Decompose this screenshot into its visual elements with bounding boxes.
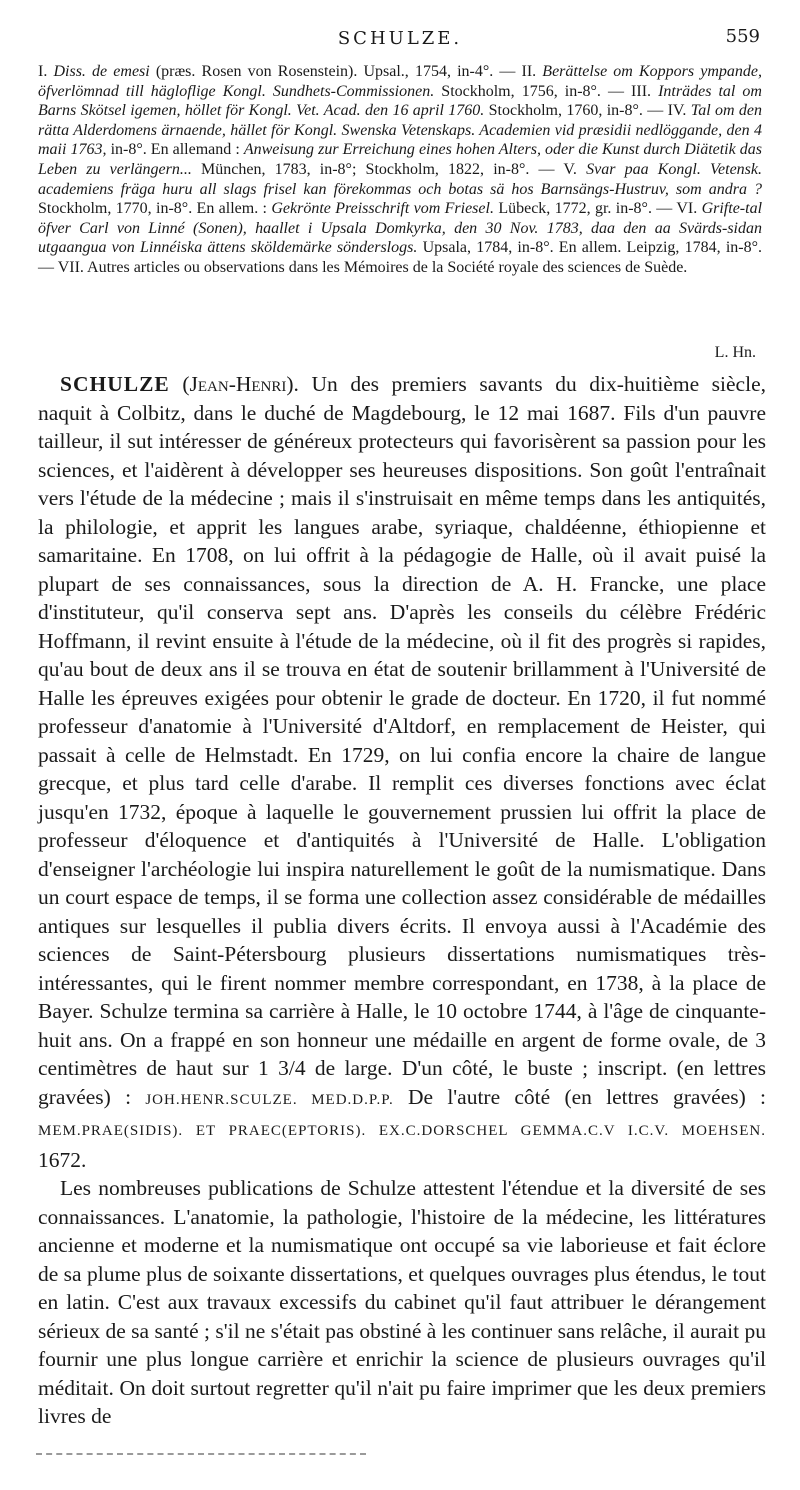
author-signature: L. Hn. bbox=[714, 344, 756, 361]
bib-title: Diss. de emesi bbox=[53, 63, 150, 80]
paragraph-text: Un des premiers savants du dix-huitième siècle, naquit à Colbitz, dans le duché de Magdebourg, le 12 mai 1687. Fils d'un pauvre tailleur, il sut intéresser de généreux protecteurs qui favorisèrent sa passion pour les sciences, et l'aidèrent à développer ses heureuses dispositions. Son goût l'entraînait vers l'étude de la médecine ; mais il s'instruisait en même temps dans les antiquités, la philologie, et apprit les langues arabe, syriaque, chaldéenne, éthiopienne et samaritaine. En 1708, on lui offrit à la pédagogie de Halle, où il avait puisé la plupart de ses connaissances, sous la direction de A. H. Francke, une place d'instituteur, qu'il conserva sept ans. D'après les conseils du célèbre Frédéric Hoffmann, il revint ensuite à l'étude de la médecine, où il fit des progrès si rapides, qu'au bout de deux ans il se trouva en état de soutenir brillamment à l'Université de Halle les épreuves exigées pour obtenir le grade de docteur. En 1720, il fut nommé professeur d'anatomie à l'Université d'Altdorf, en remplacement de Heister, qui passait à celle de Helmstadt. En 1729, on lui confia encore la chaire de langue grecque, et plus tard celle d'arabe. Il remplit ces diverses fonctions avec éclat jusqu'en 1732, époque à laquelle le gouvernement prussien lui offrit la place de professeur d'éloquence et d'antiquités à l'Université de Halle. L'obligation d'enseigner l'archéologie lui inspira naturellement le goût de la numismatique. Dans un court espace de temps, il se forma une collection assez considérable de médailles antiques sur lesquelles il publia divers écrits. Il envoya aussi à l'Académie des sciences de Saint-Pétersbourg plusieurs dissertations numismatiques très-intéressantes, qui le firent nommer membre correspondant, en 1738, à la place de Bayer. Schulze termina sa carrière à Halle, le 10 octobre 1744, à l'âge de cinquante-huit ans. On a frappé en son honneur une médaille en argent de forme ovale, de 3 centimètres de haut sur 1 3/4 de large. D'un côté, le buste ; inscript. (en lettres gravées) : bbox=[38, 372, 766, 1109]
bib-part: I. bbox=[38, 63, 54, 80]
medal-inscription: MEM.PRAE(SIDIS). ET PRAEC(EPTORIS). EX.C.DORSCHEL GEMMA.C.V I.C.V. MOEHSEN. bbox=[38, 1123, 766, 1139]
bib-title: Inträdes tal om Barns Skötsel igemen, höllet för Kongl. Vet. Acad. den 16 april 1760. bbox=[38, 82, 762, 120]
bibliography-block bbox=[38, 62, 762, 278]
bib-part: Upsala, 1784, in-8°. En allem. Leipzig, 1784, in-8°. — VII. Autres articles ou observations dans les Mémoires de la Société royale des sciences de Suède. bbox=[38, 239, 763, 276]
bib-title: Gekrönte Preisschrift vom Friesel. bbox=[271, 200, 494, 218]
page-number: 559 bbox=[725, 26, 760, 47]
bib-part: München, 1783, in-8°; Stockholm, 1822, in-8°. — V. bbox=[191, 160, 587, 178]
running-head: SCHULZE. bbox=[337, 28, 463, 49]
bib-part: Stockholm, 1770, in-8°. En allem. : bbox=[38, 200, 272, 218]
article-forename: Jean-Henri bbox=[189, 372, 287, 396]
bib-title: Tal om den rätta Alderdomens ärnaende, hället för Kongl. Swenska Vetenskaps. Academien vid præsidii nedlöggande, den 4 maii 1763, bbox=[38, 102, 763, 159]
footer-rule bbox=[36, 1453, 366, 1455]
medal-inscription: JOH.HENR.SCULZE. MED.D.P.P. bbox=[145, 1091, 394, 1108]
article-body bbox=[38, 370, 766, 1431]
paragraph-text: De l'autre côté (en lettres gravées) : bbox=[393, 1084, 767, 1109]
article-paragraph: Les nombreuses publications de Schulze attestent l'étendue et la diversité de ses connaissances. L'anatomie, la pathologie, l'histoire de la médecine, les littératures ancienne et moderne et la numismatique ont occupé sa vie laborieuse et fait éclore de sa plume plus de soixante dissertations, et quelques ouvrages plus étendus, le tout en latin. C'est aux travaux excessifs du cabinet qu'il faut attribuer le dérangement sérieux de sa santé ; s'il ne s'était pas obstiné à les continuer sans relâche, il aurait pu fournir une plus longue carrière et enrichir la science de plusieurs ouvrages qu'il méditait. On doit surtout regretter qu'il n'ait pu faire imprimer que les deux premiers livres de bbox=[38, 1176, 766, 1428]
bib-title: Grifte-tal öfver Carl von Linné (Sonen), haallet i Upsala Domkyrka, den 30 Nov. 1783, daa den aa Svärds-sidan utgaangua von Linnéiska ättens sköldemärke sönderslogs. bbox=[38, 200, 763, 257]
bib-part: (præs. Rosen von Rosenstein). Upsal., 1754, in-4°. — II. bbox=[149, 63, 543, 80]
bib-part: Lübeck, 1772, gr. in-8°. — VI. bbox=[493, 200, 702, 218]
bib-part: Stockholm, 1760, in-8°. — IV. bbox=[484, 102, 691, 120]
article-paragraph bbox=[38, 370, 766, 1174]
bib-part: Stockholm, 1756, in-8°. — III. bbox=[434, 82, 659, 100]
bib-part: in-8°. En allemand : bbox=[106, 141, 244, 159]
bib-title: Berättelse om Koppors ympande, öfverlömnad till hägloflige Kongl. Sundhets-Commissionen. bbox=[38, 63, 762, 100]
forename-close: ). bbox=[286, 372, 312, 396]
bib-title: Svar paa Kongl. Vetensk. academiens fräga huru all slags frisel kan förekommas och botas sä hos Barnsängs-Hustruv, som andra ? bbox=[38, 160, 763, 198]
bib-title: Anweisung zur Erreichung eines hohen Alters, oder die Kunst durch Diätetik das Leben zu verlängern... bbox=[38, 141, 763, 178]
paragraph-text: 1672. bbox=[38, 1147, 87, 1172]
article-headword: SCHULZE bbox=[60, 372, 170, 396]
forename-open: ( bbox=[169, 372, 190, 396]
